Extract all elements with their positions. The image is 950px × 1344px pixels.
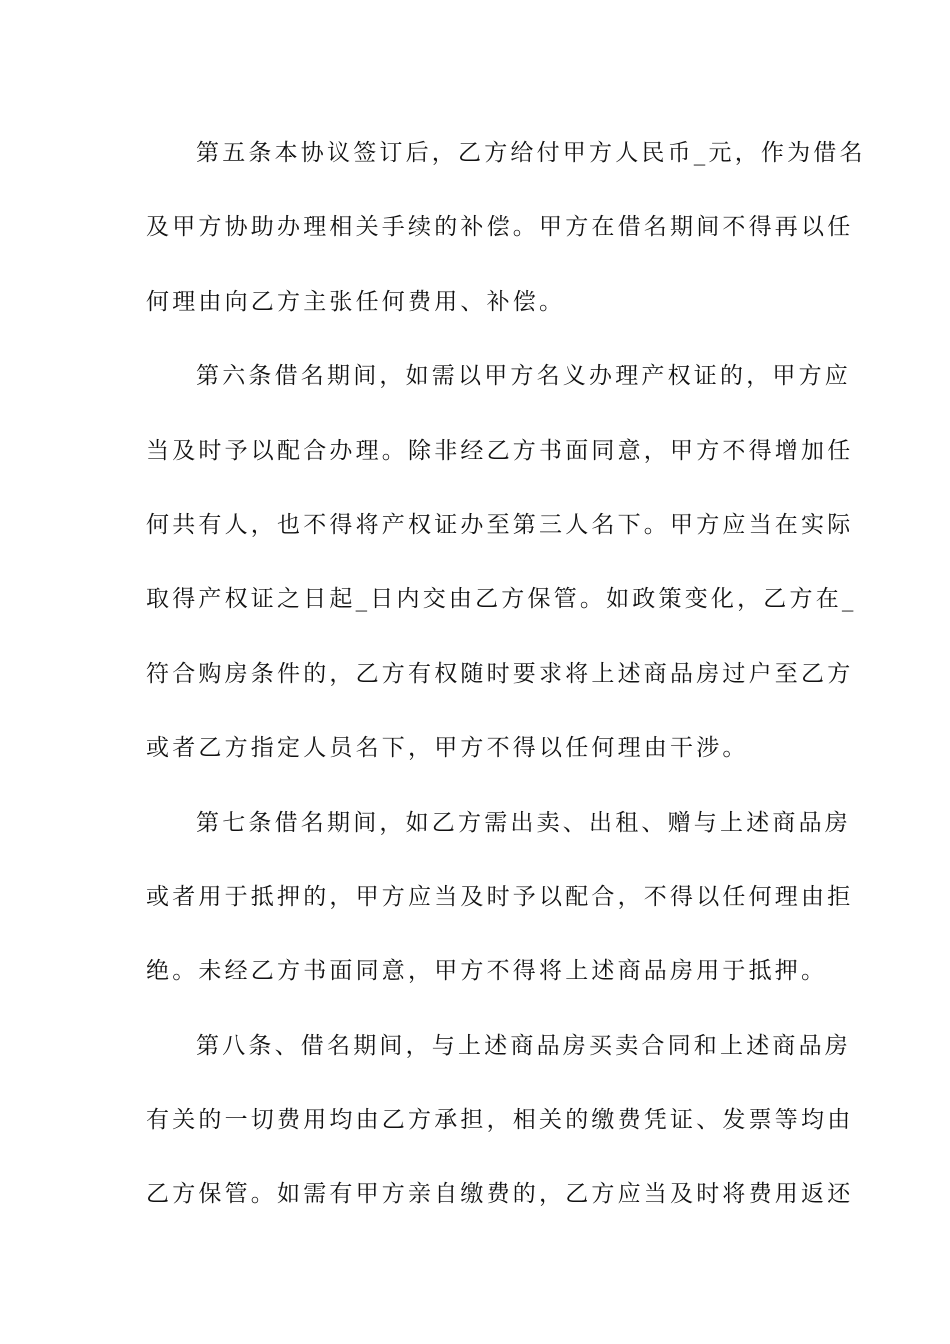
article-5-line-1: 第五条本协议签订后，乙方给付甲方人民币_元，作为借名 <box>196 140 866 166</box>
article-6-line-2: 当及时予以配合办理。除非经乙方书面同意，甲方不得增加任 <box>146 437 854 464</box>
article-8-line-1: 第八条、借名期间，与上述商品房买卖合同和上述商品房 <box>196 1032 851 1059</box>
document-body <box>146 128 866 1244</box>
article-7-line-3: 绝。未经乙方书面同意，甲方不得将上述商品房用于抵押。 <box>146 958 828 985</box>
article-5-line-3: 何理由向乙方主张任何费用、补偿。 <box>146 288 566 315</box>
article-7-line-1: 第七条借名期间，如乙方需出卖、出租、赠与上述商品房 <box>196 809 851 836</box>
article-6-line-3: 何共有人，也不得将产权证办至第三人名下。甲方应当在实际 <box>146 511 854 538</box>
article-6-line-4: 取得产权证之日起_日内交由乙方保管。如政策变化，乙方在_ <box>146 586 857 613</box>
article-8-line-2: 有关的一切费用均由乙方承担，相关的缴费凭证、发票等均由 <box>146 1107 854 1134</box>
article-6-line-1: 第六条借名期间，如需以甲方名义办理产权证的，甲方应 <box>196 363 851 390</box>
article-5-line-2: 及甲方协助办理相关手续的补偿。甲方在借名期间不得再以任 <box>146 214 854 241</box>
article-8-line-3: 乙方保管。如需有甲方亲自缴费的，乙方应当及时将费用返还 <box>146 1181 854 1208</box>
article-6-line-6: 或者乙方指定人员名下，甲方不得以任何理由干涉。 <box>146 735 749 762</box>
article-7-line-2: 或者用于抵押的，甲方应当及时予以配合，不得以任何理由拒 <box>146 883 854 910</box>
article-6-line-5: 符合购房条件的，乙方有权随时要求将上述商品房过户至乙方 <box>146 660 854 687</box>
